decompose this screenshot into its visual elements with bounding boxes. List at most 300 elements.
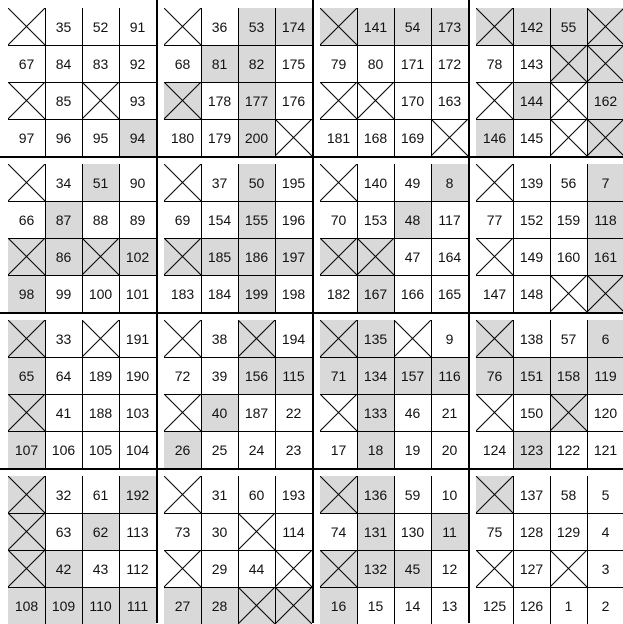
number-cell (82, 8, 119, 45)
shaded-number-cell (201, 394, 238, 431)
number-cell (82, 119, 119, 156)
cell-number: 17 (330, 441, 347, 458)
cell-number: 135 (363, 330, 388, 347)
shaded-number-cell (201, 587, 238, 624)
shaded-number-cell (238, 119, 275, 156)
cell-number: 103 (125, 404, 150, 421)
cell-number: 79 (330, 55, 347, 72)
cell-divider (431, 8, 432, 156)
cell-divider (587, 164, 588, 312)
number-cell (119, 45, 156, 82)
cross-mark-icon (476, 476, 513, 513)
shaded-number-cell (119, 587, 156, 624)
puzzle-block (476, 164, 623, 312)
shaded-crossed-cell (587, 275, 623, 312)
cell-divider (8, 119, 156, 120)
cell-number: 136 (363, 486, 388, 503)
cell-number: 56 (560, 174, 577, 191)
number-cell (431, 275, 468, 312)
cross-mark-icon (550, 82, 587, 119)
number-cell (119, 357, 156, 394)
crossed-cell (476, 164, 513, 201)
cell-number: 36 (211, 18, 228, 35)
cell-divider (164, 82, 312, 83)
number-cell (201, 275, 238, 312)
cell-number: 82 (248, 55, 265, 72)
shaded-crossed-cell (164, 82, 201, 119)
number-cell (394, 275, 431, 312)
crossed-cell (164, 8, 201, 45)
cross-mark-icon (275, 119, 312, 156)
shaded-number-cell (45, 201, 82, 238)
number-cell (476, 513, 513, 550)
crossed-cell (8, 8, 45, 45)
cross-mark-icon (164, 320, 201, 357)
cell-number: 20 (441, 441, 458, 458)
cell-number: 174 (281, 18, 306, 35)
cell-number: 169 (400, 129, 425, 146)
number-cell (201, 357, 238, 394)
cell-number: 8 (445, 174, 454, 191)
puzzle-block (164, 476, 312, 624)
crossed-cell (164, 320, 201, 357)
cell-number: 43 (92, 560, 109, 577)
cross-mark-icon (238, 513, 275, 550)
puzzle-block (164, 8, 312, 156)
number-cell (431, 550, 468, 587)
shaded-number-cell (357, 476, 394, 513)
cell-number: 61 (92, 486, 109, 503)
cell-number: 24 (248, 441, 265, 458)
cell-number: 75 (486, 523, 503, 540)
cross-mark-icon (8, 320, 45, 357)
cell-number: 29 (211, 560, 228, 577)
cell-number: 139 (519, 174, 544, 191)
number-cell (275, 275, 312, 312)
cross-mark-icon (476, 8, 513, 45)
cross-mark-icon (550, 550, 587, 587)
number-cell (357, 201, 394, 238)
shaded-number-cell (357, 357, 394, 394)
shaded-number-cell (8, 275, 45, 312)
crossed-cell (164, 164, 201, 201)
cell-number: 124 (482, 441, 507, 458)
cell-divider (164, 431, 312, 432)
cell-number: 64 (55, 367, 72, 384)
cell-number: 168 (363, 129, 388, 146)
crossed-cell (320, 394, 357, 431)
shaded-number-cell (8, 587, 45, 624)
shaded-number-cell (164, 587, 201, 624)
cell-number: 80 (367, 55, 384, 72)
cell-number: 81 (211, 55, 228, 72)
number-cell (320, 431, 357, 468)
cell-number: 111 (126, 597, 149, 614)
number-cell (587, 476, 623, 513)
cell-number: 101 (125, 285, 150, 302)
number-cell (587, 587, 623, 624)
cell-number: 149 (519, 248, 544, 265)
cell-number: 76 (486, 367, 503, 384)
cell-number: 39 (211, 367, 228, 384)
crossed-cell (164, 550, 201, 587)
cell-number: 156 (244, 367, 269, 384)
shaded-crossed-cell (238, 320, 275, 357)
number-cell (587, 550, 623, 587)
cell-number: 52 (92, 18, 109, 35)
cell-number: 171 (400, 55, 425, 72)
number-cell (201, 513, 238, 550)
shaded-number-cell (201, 45, 238, 82)
crossed-cell (476, 238, 513, 275)
number-cell (357, 119, 394, 156)
cell-number: 118 (594, 211, 617, 228)
number-cell (164, 275, 201, 312)
cross-mark-icon (164, 8, 201, 45)
number-cell (119, 394, 156, 431)
cell-number: 123 (519, 441, 544, 458)
cell-number: 186 (244, 248, 269, 265)
cell-divider (119, 476, 120, 624)
cell-number: 16 (330, 597, 347, 614)
cell-number: 198 (281, 285, 306, 302)
cell-number: 179 (207, 129, 232, 146)
cell-divider (476, 275, 623, 276)
shaded-number-cell (357, 275, 394, 312)
crossed-cell (476, 394, 513, 431)
cell-divider (8, 431, 156, 432)
puzzle-block (476, 8, 623, 156)
shaded-number-cell (119, 476, 156, 513)
cell-number: 49 (404, 174, 421, 191)
shaded-number-cell (513, 431, 550, 468)
block-separator (0, 468, 623, 470)
number-cell (550, 587, 587, 624)
cross-mark-icon (164, 164, 201, 201)
cell-number: 40 (211, 404, 228, 421)
number-cell (476, 45, 513, 82)
number-cell (431, 82, 468, 119)
cell-number: 182 (326, 285, 351, 302)
cell-number: 121 (593, 441, 618, 458)
puzzle-block (320, 320, 468, 468)
cell-number: 106 (51, 441, 76, 458)
puzzle-block (320, 8, 468, 156)
number-cell (394, 587, 431, 624)
cell-divider (320, 587, 468, 588)
shaded-number-cell (587, 357, 623, 394)
shaded-number-cell (82, 513, 119, 550)
cell-number: 25 (211, 441, 228, 458)
crossed-cell (164, 476, 201, 513)
number-cell (320, 513, 357, 550)
number-cell (357, 45, 394, 82)
cell-number: 109 (51, 597, 76, 614)
crossed-cell (550, 119, 587, 156)
cell-number: 197 (281, 248, 306, 265)
shaded-number-cell (431, 164, 468, 201)
cell-number: 161 (593, 248, 618, 265)
cross-mark-icon (164, 82, 201, 119)
cell-number: 18 (367, 441, 384, 458)
cell-number: 19 (404, 441, 421, 458)
cell-number: 138 (519, 330, 544, 347)
cell-number: 26 (174, 441, 191, 458)
cell-number: 1 (564, 597, 573, 614)
number-cell (201, 164, 238, 201)
cross-mark-icon (320, 550, 357, 587)
cell-number: 22 (285, 404, 302, 421)
shaded-number-cell (238, 201, 275, 238)
cross-mark-icon (476, 320, 513, 357)
cell-divider (320, 550, 468, 551)
number-cell (82, 201, 119, 238)
shaded-number-cell (238, 164, 275, 201)
shaded-crossed-cell (320, 550, 357, 587)
cross-mark-icon (8, 238, 45, 275)
cell-number: 12 (441, 560, 458, 577)
cell-divider (8, 550, 156, 551)
cell-number: 102 (125, 248, 150, 265)
cell-number: 38 (211, 330, 228, 347)
cell-divider (476, 394, 623, 395)
number-cell (45, 82, 82, 119)
number-cell (357, 587, 394, 624)
cell-divider (119, 164, 120, 312)
cell-number: 42 (55, 560, 72, 577)
puzzle-block (164, 320, 312, 468)
number-cell (431, 476, 468, 513)
number-cell (513, 45, 550, 82)
cell-number: 132 (363, 560, 388, 577)
shaded-number-cell (587, 201, 623, 238)
cell-number: 175 (281, 55, 306, 72)
cell-number: 120 (593, 404, 618, 421)
number-cell (275, 394, 312, 431)
number-cell (476, 275, 513, 312)
cell-number: 60 (248, 486, 265, 503)
cell-number: 162 (593, 92, 618, 109)
number-cell (394, 476, 431, 513)
cross-mark-icon (82, 82, 119, 119)
cross-mark-icon (357, 82, 394, 119)
number-cell (394, 513, 431, 550)
cell-number: 107 (14, 441, 39, 458)
cell-number: 71 (330, 367, 347, 384)
puzzle-block (8, 320, 156, 468)
number-cell (550, 238, 587, 275)
cell-number: 173 (437, 18, 462, 35)
number-cell (431, 587, 468, 624)
number-cell (476, 431, 513, 468)
cell-number: 117 (438, 211, 461, 228)
cell-number: 37 (211, 174, 228, 191)
cell-number: 160 (556, 248, 581, 265)
cell-number: 163 (437, 92, 462, 109)
number-cell (513, 238, 550, 275)
crossed-cell (82, 320, 119, 357)
shaded-number-cell (394, 201, 431, 238)
shaded-number-cell (394, 357, 431, 394)
cell-number: 188 (88, 404, 113, 421)
cell-number: 178 (207, 92, 232, 109)
number-cell (513, 275, 550, 312)
number-cell (431, 320, 468, 357)
cross-mark-icon (587, 275, 623, 312)
number-cell (119, 201, 156, 238)
cell-number: 141 (363, 18, 388, 35)
cell-number: 104 (125, 441, 150, 458)
cross-mark-icon (82, 320, 119, 357)
cell-number: 192 (125, 486, 150, 503)
cross-mark-icon (476, 164, 513, 201)
crossed-cell (320, 82, 357, 119)
number-cell (431, 238, 468, 275)
number-cell (394, 164, 431, 201)
cell-divider (164, 587, 312, 588)
cell-number: 119 (594, 367, 617, 384)
shaded-number-cell (476, 357, 513, 394)
number-cell (275, 45, 312, 82)
number-cell (394, 238, 431, 275)
cell-number: 153 (363, 211, 388, 228)
cell-number: 5 (601, 486, 610, 503)
shaded-crossed-cell (476, 320, 513, 357)
number-cell (275, 164, 312, 201)
cell-divider (476, 119, 623, 120)
shaded-number-cell (45, 238, 82, 275)
cell-divider (8, 238, 156, 239)
cross-mark-icon (476, 550, 513, 587)
cell-divider (275, 164, 276, 312)
cell-number: 151 (519, 367, 544, 384)
cell-number: 87 (55, 211, 72, 228)
cross-mark-icon (8, 82, 45, 119)
puzzle-block (164, 164, 312, 312)
cell-number: 142 (519, 18, 544, 35)
crossed-cell (275, 119, 312, 156)
cell-number: 125 (482, 597, 507, 614)
cell-number: 165 (437, 285, 462, 302)
cross-mark-icon (238, 320, 275, 357)
number-cell (513, 587, 550, 624)
puzzle-block (476, 320, 623, 468)
cell-number: 58 (560, 486, 577, 503)
cell-number: 100 (88, 285, 113, 302)
number-cell (238, 550, 275, 587)
number-cell (82, 550, 119, 587)
shaded-number-cell (357, 550, 394, 587)
shaded-crossed-cell (8, 394, 45, 431)
number-cell (45, 476, 82, 513)
shaded-number-cell (357, 394, 394, 431)
cell-number: 78 (486, 55, 503, 72)
cell-number: 97 (18, 129, 35, 146)
cell-number: 184 (207, 285, 232, 302)
cell-number: 23 (285, 441, 302, 458)
cross-mark-icon (320, 8, 357, 45)
cross-mark-icon (8, 164, 45, 201)
cell-number: 55 (560, 18, 577, 35)
cell-number: 143 (519, 55, 544, 72)
cell-number: 189 (88, 367, 113, 384)
cell-divider (275, 476, 276, 624)
shaded-number-cell (238, 357, 275, 394)
number-cell (550, 164, 587, 201)
cell-divider (587, 476, 588, 624)
cross-mark-icon (550, 45, 587, 82)
cross-mark-icon (164, 476, 201, 513)
cell-number: 159 (556, 211, 581, 228)
cell-number: 154 (207, 211, 232, 228)
cell-number: 54 (404, 18, 421, 35)
cell-number: 170 (400, 92, 425, 109)
cell-divider (476, 431, 623, 432)
cell-number: 148 (519, 285, 544, 302)
shaded-number-cell (587, 164, 623, 201)
shaded-crossed-cell (8, 238, 45, 275)
number-cell (431, 45, 468, 82)
shaded-number-cell (550, 8, 587, 45)
cell-number: 51 (92, 174, 109, 191)
cell-number: 196 (281, 211, 306, 228)
cell-number: 199 (244, 285, 269, 302)
cross-mark-icon (587, 8, 623, 45)
cell-number: 99 (55, 285, 72, 302)
cell-number: 86 (55, 248, 72, 265)
number-cell (394, 119, 431, 156)
cell-divider (476, 82, 623, 83)
cross-mark-icon (8, 394, 45, 431)
cross-mark-icon (164, 550, 201, 587)
cross-mark-icon (320, 476, 357, 513)
crossed-cell (550, 82, 587, 119)
number-cell (82, 45, 119, 82)
cell-number: 73 (174, 523, 191, 540)
number-cell (431, 394, 468, 431)
cell-number: 85 (55, 92, 72, 109)
cell-number: 155 (244, 211, 269, 228)
cross-mark-icon (8, 550, 45, 587)
shaded-number-cell (587, 320, 623, 357)
number-cell (119, 550, 156, 587)
crossed-cell (476, 550, 513, 587)
cross-mark-icon (357, 238, 394, 275)
cell-number: 15 (367, 597, 384, 614)
shaded-crossed-cell (550, 45, 587, 82)
cross-mark-icon (275, 550, 312, 587)
cell-divider (164, 275, 312, 276)
cell-divider (476, 550, 623, 551)
cell-number: 180 (170, 129, 195, 146)
number-cell (82, 431, 119, 468)
shaded-crossed-cell (476, 476, 513, 513)
cross-mark-icon (82, 238, 119, 275)
cell-divider (476, 238, 623, 239)
cell-number: 152 (519, 211, 544, 228)
shaded-number-cell (550, 357, 587, 394)
number-cell (431, 431, 468, 468)
number-cell (320, 201, 357, 238)
cross-mark-icon (320, 164, 357, 201)
cell-number: 6 (601, 330, 610, 347)
cell-number: 150 (519, 404, 544, 421)
cell-number: 65 (18, 367, 35, 384)
cell-number: 105 (88, 441, 113, 458)
cell-number: 187 (244, 404, 269, 421)
cell-divider (8, 82, 156, 83)
number-cell (275, 82, 312, 119)
